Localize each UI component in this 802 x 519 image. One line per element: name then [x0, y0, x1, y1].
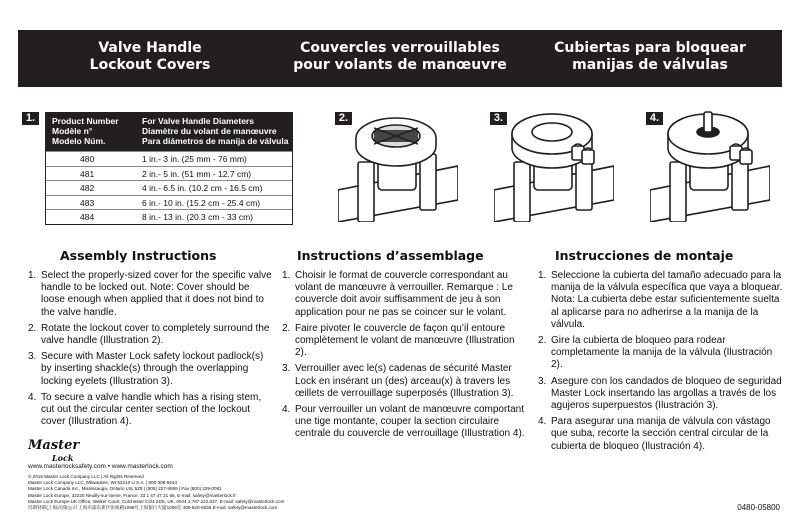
title-banner	[18, 30, 782, 87]
table-row: 481 2 in.- 5 in. (51 mm - 12.7 cm)	[46, 166, 292, 181]
section-title-french: Instructions d’assemblage	[297, 248, 484, 263]
list-item: 1. Choisir le format de couvercle correspondant au volant de manœuvre à verrouiller. Remarque : Le couvercle doit avoir suffisamment de jeu à son application pour ne pas se coincer sur le volant.	[282, 270, 513, 318]
website-urls: www.masterlocksafety.com • www.masterlock.com	[28, 463, 173, 470]
list-item: 4. To secure a valve handle which has a rising stem, cut out the circular center section of the lockout cover (Illustration 4).	[28, 391, 262, 428]
section-title-english: Assembly Instructions	[60, 248, 217, 263]
list-item: 2. Faire pivoter le couvercle de façon qu’il entoure complètement le volant de manœuvre (Illustration 2).	[282, 322, 515, 359]
product-table-header	[46, 113, 292, 151]
title-french: Couvercles verrouillables pour volants de manœuvre	[293, 40, 507, 73]
step-label-3: 3.	[490, 112, 507, 125]
illustration-2	[338, 110, 458, 222]
table-row: 483 6 in.- 10 in. (15.2 cm - 25.4 cm)	[46, 195, 292, 210]
list-item: 4. Pour verrouiller un volant de manœuvre comportant une tige montante, couper la section circulaire centrale du couvercle de verrouillage (Illustration 4).	[282, 404, 525, 440]
column-header-product-number: Product Number Modèle n° Modelo Núm.	[52, 116, 119, 146]
list-item: 2. Gire la cubierta de bloqueo para rodear completamente la manija de la válvula (Ilustración 2).	[538, 335, 773, 371]
column-header-diameters: For Valve Handle Diameters Diamètre du volant de manœuvre Para diámetros de manija de válvula	[142, 116, 289, 146]
steps-english	[28, 270, 276, 432]
steps-spanish	[538, 270, 784, 457]
title-spanish: Cubiertas para bloquear manijas de válvulas	[554, 40, 746, 73]
part-number: 0480-05800	[737, 503, 780, 512]
illustration-4	[650, 110, 770, 222]
section-title-spanish: Instrucciones de montaje	[555, 248, 734, 263]
steps-french	[282, 270, 527, 445]
table-row: 480 1 in.- 3 in. (25 mm - 76 mm)	[46, 151, 292, 166]
step-label-2: 2.	[335, 112, 352, 125]
list-item: 4. Para asegurar una manija de válvula con vástago que suba, recorte la sección central circular de la cubierta de bloqueo (Ilustración 4).	[538, 416, 771, 452]
list-item: 1. Select the properly-sized cover for the specific valve handle to be locked out. Note: Cover should be loose enough when applied that it does not bind to the valve handle.	[28, 270, 272, 318]
list-item: 2. Rotate the lockout cover to completely surround the valve handle (Illustration 2).	[28, 322, 270, 347]
master-lock-logo: Master Lock	[28, 438, 80, 463]
list-item: 3. Secure with Master Lock safety lockout padlock(s) by inserting shackle(s) through the overlapping locking eyelets (Illustration 3).	[28, 351, 264, 387]
illustration-3	[494, 110, 614, 222]
step-label-4: 4.	[646, 112, 663, 125]
step-label-1: 1.	[22, 112, 39, 125]
list-item: 3. Asegure con los candados de bloqueo de seguridad Master Lock insertando las argollas a través de los agujeros superpuestos (Ilustración 3).	[538, 375, 782, 412]
list-item: 1. Seleccione la cubierta del tamaño adecuado para la manija de la válvula específica que vaya a bloquear. Nota: La cubierta debe estar suficientemente suelta al aplicarse para no adherirse a la manija de la válvula.	[538, 270, 783, 330]
title-english: Valve Handle Lockout Covers	[89, 40, 211, 73]
table-row: 484 8 in.- 13 in. (20.3 cm - 33 cm)	[46, 209, 292, 224]
product-table	[45, 112, 293, 225]
table-row: 482 4 in.- 6.5 in. (10.2 cm - 16.5 cm)	[46, 180, 292, 195]
list-item: 3. Verrouiller avec le(s) cadenas de sécurité Master Lock en insérant un (des) arceau(x) à travers les œillets de verrouillage superposés (Illustration 3).	[282, 363, 514, 399]
company-contact-info: © 2015 Master Lock Company LLC | All Rights Reserved Master Lock Company LLC, Milwaukee, WI 53210 U.S.A. | 800-308-9244 Master Lock Canada Inc., Mississauga, Ontario L5L 5Z9 | (905) 227-9599 | Fax (800) 229-0081 Master Lock Europe, 32220 Neuilly-sur-Seine, France. 33 1 47 47 21 66, E-mail: safety@masterlock.fr Master Lock Europe-UK Office, Walker Court, Colchester CO4 2DS, UK. 0044.1.787.222.027, E-mail: safety@masterlock.com 玛斯特锁(上海)有限公司 上海市浦东新区张杨路1088号上海银行大厦1006室 400-820-6535 E-mail: safety@masterlock.com	[28, 474, 285, 511]
